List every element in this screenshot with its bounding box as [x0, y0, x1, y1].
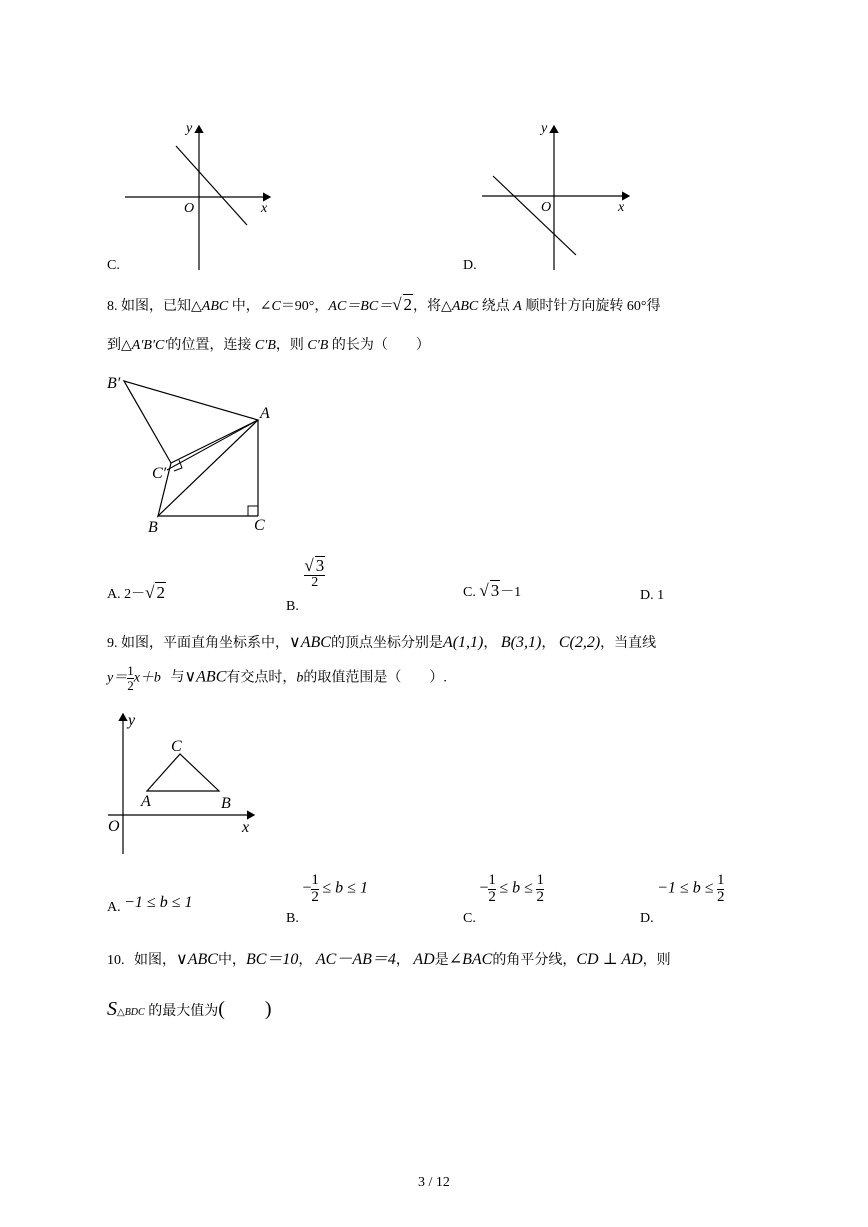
label-c: C — [171, 738, 182, 755]
page-number: 3 / 12 — [418, 1175, 450, 1190]
label-b: B — [221, 795, 231, 812]
label-c: C — [254, 517, 265, 534]
q9-option-a[interactable]: A. −1 ≤ b ≤ 1 — [107, 894, 193, 915]
origin-label: O — [541, 200, 552, 215]
y-axis-label: y — [541, 121, 548, 136]
x-axis-label: x — [261, 201, 268, 216]
q8-figure — [100, 368, 290, 540]
q9-option-b[interactable]: B. − $\frac{1}{2}$ ≤ b ≤ 1 — [286, 872, 368, 927]
origin-label: O — [184, 201, 195, 216]
q8-number: 8. — [107, 299, 118, 314]
q10-line2: S△BDC 的最大值为( ) — [107, 998, 272, 1020]
y-axis-label: y — [186, 121, 193, 136]
label-a: A — [260, 405, 270, 422]
label-c-prime: C′ — [152, 465, 167, 482]
label-b: B — [148, 519, 158, 536]
q9-line1: 9. 如图，平面直角坐标系中，∨ABC的顶点坐标分别是A(1,1)， B(3,1)， C(2,2)，当直线 — [107, 634, 657, 651]
x-axis-label: x — [618, 200, 625, 215]
q8-option-d[interactable]: D. 1 — [640, 588, 665, 603]
q9-option-d[interactable]: D. −1 ≤ b ≤ $\frac{1}{2}$ — [640, 872, 725, 927]
q8-option-a[interactable]: A. 2－√ 2 — [107, 583, 165, 602]
y-axis-label: y — [128, 712, 136, 729]
graph-option-c — [120, 118, 280, 274]
q8-line1: 8. 如图，已知△ABC 中，∠C＝90°，AC＝BC＝√ 2，将△ABC 绕点 A 顺时针方向旋转 60°得 — [107, 295, 661, 314]
option-d-label: D. — [463, 258, 477, 273]
graph-option-d — [477, 118, 637, 274]
q8-line2: 到△A′B′C′的位置，连接 C′B，则 C′B 的长为（ ） — [107, 338, 430, 353]
q9-figure — [104, 708, 264, 858]
x-axis-label: x — [242, 819, 250, 836]
option-c-label: C. — [107, 258, 120, 273]
origin-label: O — [108, 818, 120, 835]
q9-option-c[interactable]: C. − $\frac{1}{2}$ ≤ b ≤ $\frac{1}{2}$ — [463, 872, 544, 927]
label-a: A — [141, 793, 151, 810]
label-b-prime: B′ — [107, 375, 121, 392]
q10-line1: 10. 如图，∨ABC中，BC＝10， AC－AB＝4， AD是∠BAC的角平分线，CD ⊥ AD，则 — [107, 951, 671, 968]
q8-option-b[interactable]: B. $\frac{√ 3}{2}$ — [286, 556, 325, 615]
q9-line2: y＝ $\frac{1}{2}$ x＋b 与∨ABC有交点时，b的取值范围是（ ）. — [107, 663, 447, 693]
q8-option-c[interactable]: C. √ 3－1 — [463, 581, 522, 600]
